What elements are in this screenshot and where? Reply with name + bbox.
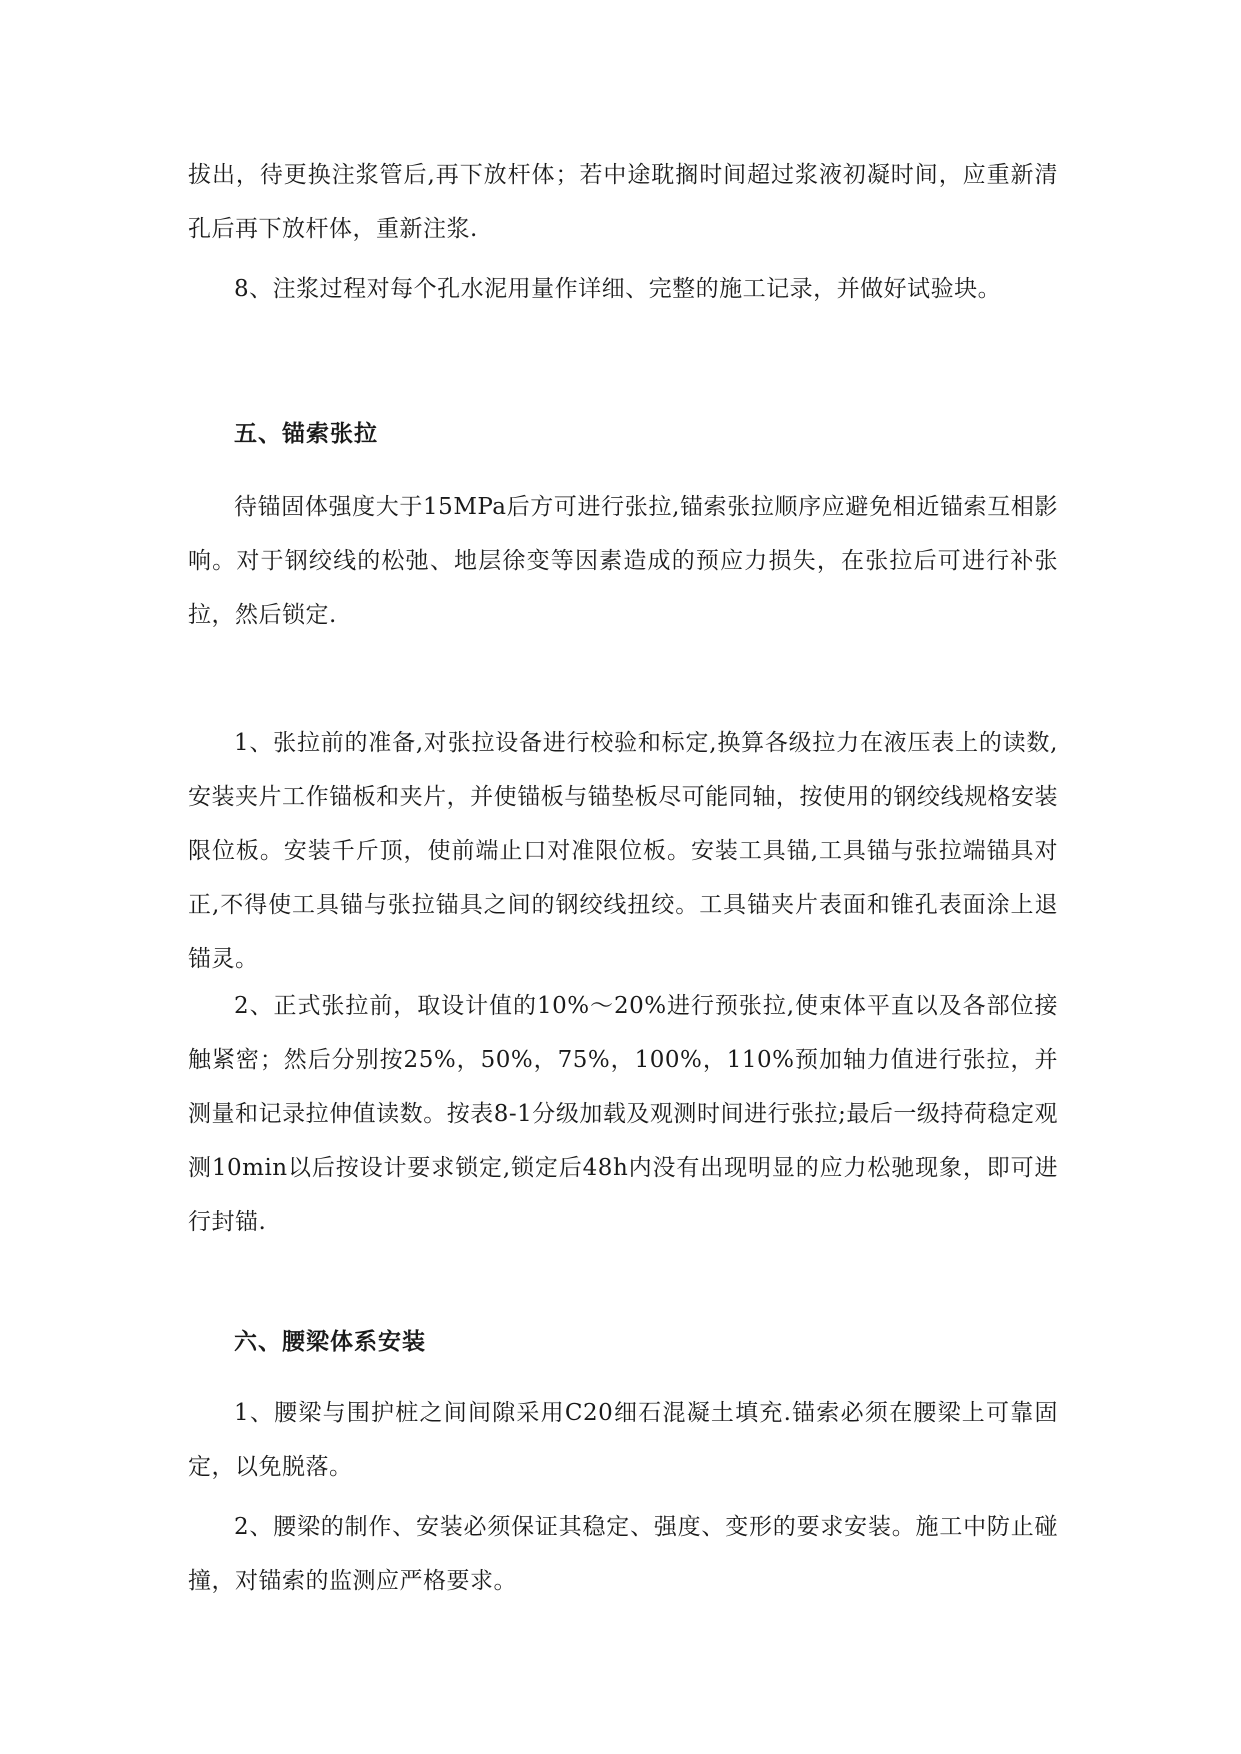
paragraph-grouting-continued: 拔出，待更换注浆管后,再下放杆体；若中途耽搁时间超过浆液初凝时间，应重新清孔后再下放杆体，重新注浆. bbox=[188, 162, 1058, 242]
paragraph-formal-tensioning: 2、正式张拉前，取设计值的10%～20%进行预张拉,使束体平直以及各部位接触紧密；然后分别按25%，50%，75%，100%，110%预加轴力值进行张拉，并测量和记录拉伸值读数。按表8-1分级加载及观测时间进行张拉;最后一级持荷稳定观测10min以后按设计要求锁定,锁定后48h内没有出现明显的应力松驰现象，即可进行封锚. bbox=[188, 993, 1058, 1235]
paragraph-grouting-record: 8、注浆过程对每个孔水泥用量作详细、完整的施工记录，并做好试验块。 bbox=[234, 276, 1002, 302]
paragraph-waist-beam-fabrication: 2、腰梁的制作、安装必须保证其稳定、强度、变形的要求安装。施工中防止碰撞，对锚索的监测应严格要求。 bbox=[188, 1514, 1058, 1594]
section-heading-waist-beam: 六、腰梁体系安装 bbox=[234, 1329, 426, 1355]
paragraph-tensioning-intro: 待锚固体强度大于15MPa后方可进行张拉,锚索张拉顺序应避免相近锚索互相影响。对于钢绞线的松弛、地层徐变等因素造成的预应力损失，在张拉后可进行补张拉，然后锁定. bbox=[188, 494, 1058, 628]
paragraph-tensioning-preparation: 1、张拉前的准备,对张拉设备进行校验和标定,换算各级拉力在液压表上的读数,安装夹片工作锚板和夹片，并使锚板与锚垫板尽可能同轴，按使用的钢绞线规格安装限位板。安装千斤顶，使前端止口对准限位板。安装工具锚,工具锚与张拉端锚具对正,不得使工具锚与张拉锚具之间的钢绞线扭绞。工具锚夹片表面和锥孔表面涂上退锚灵。 bbox=[188, 730, 1058, 972]
section-heading-anchor-tensioning: 五、锚索张拉 bbox=[234, 421, 378, 447]
paragraph-waist-beam-gap: 1、腰梁与围护桩之间间隙采用C20细石混凝土填充.锚索必须在腰梁上可靠固定，以免脱落。 bbox=[188, 1400, 1058, 1480]
